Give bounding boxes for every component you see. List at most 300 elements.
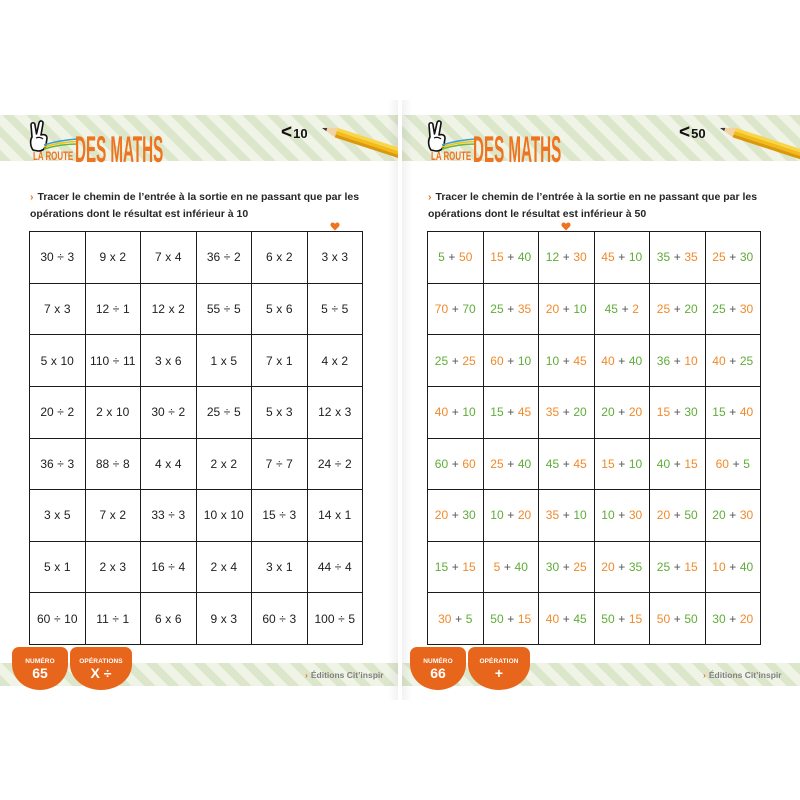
grid-cell xyxy=(86,593,141,644)
cell-operator: x xyxy=(168,301,175,316)
grid-cell xyxy=(539,335,594,386)
cell-operator: x xyxy=(276,560,283,575)
cell-operand: 30 xyxy=(739,508,754,523)
cell-operator: x xyxy=(220,353,227,368)
cell-operand: 33 xyxy=(151,508,165,523)
maze-grid xyxy=(29,231,363,645)
grid-cell xyxy=(86,542,141,593)
cell-operand: 3 xyxy=(230,611,238,626)
cell-operator: + xyxy=(618,405,626,420)
grid-cell xyxy=(30,232,85,283)
cell-operator: + xyxy=(729,301,737,316)
cell-operator: + xyxy=(673,508,681,523)
page-right xyxy=(402,0,800,800)
grid-cell xyxy=(197,335,252,386)
cell-operand: 5 xyxy=(348,611,355,626)
grid-cell xyxy=(595,542,650,593)
instruction xyxy=(428,189,757,223)
cell-operand: 5 xyxy=(230,353,238,368)
cell-operand: 7 xyxy=(99,508,107,523)
cell-operand: 10 xyxy=(712,560,726,575)
cell-operand: 7 xyxy=(265,456,273,471)
grid-cell xyxy=(595,439,650,490)
cell-operand: 15 xyxy=(262,508,276,523)
cell-operator: + xyxy=(729,405,737,420)
cell-operand: 10 xyxy=(684,353,698,368)
cell-operand: 3 xyxy=(265,560,273,575)
cell-operand: 20 xyxy=(601,560,615,575)
cell-operator: + xyxy=(618,250,626,265)
cell-operator: x xyxy=(276,405,283,420)
grid-cell xyxy=(650,439,705,490)
grid-cell xyxy=(706,542,761,593)
cell-operator: + xyxy=(507,301,515,316)
cell-operand: 7 xyxy=(43,301,51,316)
grid-cell xyxy=(484,387,539,438)
cell-operand: 20 xyxy=(545,301,560,316)
cell-operand: 12 xyxy=(151,301,165,316)
cell-operand: 44 xyxy=(317,560,332,575)
cell-operand: 25 xyxy=(434,353,449,368)
cell-operand: 1 xyxy=(63,560,71,575)
cell-operand: 5 xyxy=(438,250,445,265)
cell-operand: 2 xyxy=(233,250,241,265)
cell-operand: 5 xyxy=(233,405,241,420)
cell-operand: 35 xyxy=(545,508,560,523)
cell-operand: 1 xyxy=(122,301,130,316)
cell-operand: 9 xyxy=(99,250,107,265)
cell-operand: 30 xyxy=(545,560,560,575)
cell-operand: 5 xyxy=(43,560,51,575)
cell-operator: + xyxy=(562,508,570,523)
grid-cell xyxy=(252,284,307,335)
cell-operand: 12 xyxy=(318,405,332,420)
cell-operand: 35 xyxy=(684,250,698,265)
cell-operator: + xyxy=(673,456,681,471)
grid-cell xyxy=(595,335,650,386)
cell-operand: 9 xyxy=(210,611,218,626)
logo-title: DES MATHS xyxy=(473,129,562,170)
cell-operand: 5 xyxy=(493,560,501,575)
grid-cell xyxy=(428,284,483,335)
cell-operand: 3 xyxy=(344,405,352,420)
cell-operand: 70 xyxy=(462,301,476,316)
grid-cell xyxy=(484,490,539,541)
cell-operand: 4 xyxy=(174,250,182,265)
cell-operand: 2 xyxy=(210,456,218,471)
cell-operand: 40 xyxy=(656,456,671,471)
grid-cell xyxy=(141,542,196,593)
grid-cell xyxy=(141,593,196,644)
cell-operand: 60 xyxy=(715,456,729,471)
instruction-line-1 xyxy=(30,189,359,206)
cell-operand: 30 xyxy=(739,250,754,265)
cell-operand: 45 xyxy=(573,611,587,626)
cell-operator: ÷ xyxy=(112,456,120,471)
cell-operator: x xyxy=(54,301,61,316)
cell-operand: 6 xyxy=(154,611,162,626)
grid-cell xyxy=(706,232,761,283)
cell-operand: 10 xyxy=(573,508,587,523)
grid-cell xyxy=(428,335,483,386)
cell-operand: 40 xyxy=(712,353,726,368)
cell-operand: 36 xyxy=(40,456,54,471)
grid-cell xyxy=(252,542,307,593)
cell-operand: 5 xyxy=(233,301,241,316)
cell-operand: 45 xyxy=(545,456,560,471)
cell-operand: 3 xyxy=(154,353,162,368)
cell-operand: 15 xyxy=(684,456,698,471)
instruction xyxy=(30,189,359,223)
grid-cell xyxy=(706,335,761,386)
cell-operand: 50 xyxy=(459,250,473,265)
cell-operator: ÷ xyxy=(275,456,283,471)
cell-operator: x xyxy=(54,508,61,523)
pencil-icon xyxy=(318,118,398,164)
cell-operand: 2 xyxy=(67,405,75,420)
cell-operator: x xyxy=(335,405,342,420)
grid-cell xyxy=(595,232,650,283)
cell-operator: + xyxy=(729,353,737,368)
grid-cell xyxy=(141,232,196,283)
cell-operator: + xyxy=(455,611,463,626)
target-threshold xyxy=(281,123,308,144)
number-tab xyxy=(12,647,68,690)
grid-cell xyxy=(30,542,85,593)
cell-operand: 2 xyxy=(344,456,352,471)
cell-operator: + xyxy=(729,250,737,265)
cell-operand: 5 xyxy=(265,301,273,316)
grid-cell xyxy=(539,387,594,438)
cell-operand: 40 xyxy=(739,405,754,420)
grid-cell xyxy=(86,284,141,335)
cell-operand: 35 xyxy=(517,301,532,316)
publisher-credit xyxy=(305,670,384,680)
cell-operand: 20 xyxy=(573,405,587,420)
number-tab xyxy=(410,647,466,690)
cell-operand: 45 xyxy=(573,456,587,471)
grid-cell xyxy=(141,284,196,335)
cell-operator: ÷ xyxy=(57,405,64,420)
operations-label: OPÉRATIONS xyxy=(79,658,123,665)
cell-operand: 15 xyxy=(490,405,504,420)
cell-operator: x xyxy=(276,353,283,368)
cell-operand: 20 xyxy=(517,508,532,523)
cell-operand: 20 xyxy=(684,301,698,316)
cell-operand: 15 xyxy=(712,405,726,420)
grid-cell xyxy=(141,490,196,541)
cell-operator: + xyxy=(732,456,740,471)
cell-operator: x xyxy=(109,250,116,265)
operations-tab xyxy=(70,647,132,690)
grid-cell xyxy=(197,593,252,644)
cell-operand: 50 xyxy=(601,611,615,626)
cell-operand: 2 xyxy=(96,405,103,420)
page-content xyxy=(402,0,796,800)
entry-heart-icon xyxy=(561,222,571,231)
cell-operand: 40 xyxy=(517,250,532,265)
cell-operator: x xyxy=(335,508,342,523)
instruction-line-1 xyxy=(428,189,757,206)
grid-cell xyxy=(650,284,705,335)
grid-cell xyxy=(595,593,650,644)
grid-cell xyxy=(706,593,761,644)
grid-cell xyxy=(650,490,705,541)
cell-operand: 3 xyxy=(43,508,51,523)
grid-cell xyxy=(197,439,252,490)
cell-operand: 70 xyxy=(434,301,449,316)
cell-operand: 30 xyxy=(462,508,476,523)
logo-small-text: LA ROUTE xyxy=(431,149,472,163)
cell-operand: 100 xyxy=(314,611,335,626)
grid-cell xyxy=(539,284,594,335)
cell-operand: 10 xyxy=(64,611,78,626)
cell-operand: 1 xyxy=(285,353,293,368)
cell-operand: 36 xyxy=(206,250,221,265)
cell-operand: 12 xyxy=(545,250,560,265)
cell-operand: 30 xyxy=(628,508,643,523)
cell-operator: ÷ xyxy=(338,611,345,626)
cell-operand: 3 xyxy=(289,611,297,626)
maze-grid xyxy=(427,231,761,645)
grid-cell xyxy=(86,490,141,541)
cell-operand: 25 xyxy=(712,301,726,316)
cell-operator: + xyxy=(451,560,459,575)
cell-operand: 10 xyxy=(573,301,587,316)
instruction-line-2: opérations dont le résultat est inférieur à 50 xyxy=(428,208,647,220)
cell-operator: ÷ xyxy=(112,611,119,626)
cell-operator: x xyxy=(165,353,172,368)
cell-operand: 40 xyxy=(545,611,560,626)
cell-operand: 15 xyxy=(462,560,476,575)
cell-operator: x xyxy=(50,353,57,368)
cell-operator: + xyxy=(448,250,456,265)
cell-operator: x xyxy=(220,508,227,523)
cell-operand: 7 xyxy=(265,353,273,368)
grid-cell xyxy=(197,232,252,283)
cell-operator: ÷ xyxy=(334,456,342,471)
grid-cell xyxy=(706,387,761,438)
cell-operand: 25 xyxy=(462,353,476,368)
cell-operand: 4 xyxy=(344,560,352,575)
cell-operand: 10 xyxy=(628,456,643,471)
cell-operator: x xyxy=(54,560,61,575)
target-threshold xyxy=(679,123,706,144)
cell-operand: 40 xyxy=(514,560,528,575)
cell-operand: 5 xyxy=(743,456,750,471)
cell-operator: + xyxy=(507,250,515,265)
cell-operand: 45 xyxy=(604,301,618,316)
grid-cell xyxy=(595,284,650,335)
cell-operand: 30 xyxy=(739,301,754,316)
cell-operand: 12 xyxy=(95,301,110,316)
cell-operand: 2 xyxy=(341,353,349,368)
cell-operator: + xyxy=(673,353,681,368)
cell-operand: 60 xyxy=(262,611,276,626)
cell-operator: + xyxy=(621,301,629,316)
grid-cell xyxy=(252,232,307,283)
cell-operand: 10 xyxy=(462,405,476,420)
cell-operator: + xyxy=(729,611,737,626)
cell-operand: 6 xyxy=(174,611,182,626)
cell-operand: 2 xyxy=(178,301,185,316)
cell-operand: 40 xyxy=(628,353,643,368)
cell-operator: x xyxy=(220,456,227,471)
cell-operator: x xyxy=(331,353,338,368)
cell-operand: 3 xyxy=(321,250,329,265)
cell-operand: 10 xyxy=(601,508,615,523)
cell-operand: 35 xyxy=(628,560,643,575)
cell-operand: 50 xyxy=(656,611,671,626)
cell-operator: + xyxy=(562,456,570,471)
instruction-bullet: › xyxy=(30,191,34,203)
exercise-number: 65 xyxy=(32,665,48,681)
cell-operator: + xyxy=(562,353,570,368)
cell-operator: ÷ xyxy=(279,611,286,626)
grid-cell xyxy=(252,490,307,541)
cell-operand: 40 xyxy=(601,353,615,368)
grid-cell xyxy=(428,387,483,438)
cell-operator: ÷ xyxy=(223,405,231,420)
grid-cell xyxy=(252,593,307,644)
cell-operand: 45 xyxy=(573,353,587,368)
cell-operator: + xyxy=(451,301,459,316)
cell-operand: 4 xyxy=(154,456,162,471)
grid-cell xyxy=(428,439,483,490)
cell-operator: + xyxy=(673,611,681,626)
cell-operator: x xyxy=(106,405,113,420)
credit-text: Éditions Cit’inspir xyxy=(708,670,782,680)
cell-operand: 30 xyxy=(151,405,165,420)
cell-operator: + xyxy=(507,456,515,471)
grid-cell xyxy=(86,335,141,386)
credit-bullet: › xyxy=(305,670,308,680)
cell-operator: + xyxy=(507,353,515,368)
cell-operand: 5 xyxy=(321,301,328,316)
cell-operator: ÷ xyxy=(168,405,175,420)
grid-cell xyxy=(308,232,363,283)
cell-operator: x xyxy=(276,301,283,316)
cell-operand: 15 xyxy=(490,250,504,265)
target-value: 10 xyxy=(293,126,308,141)
grid-cell xyxy=(650,542,705,593)
cell-operator: x xyxy=(165,250,172,265)
cell-operand: 15 xyxy=(601,456,615,471)
cell-operand: 10 xyxy=(230,508,244,523)
cell-operator: + xyxy=(673,250,681,265)
cell-operand: 30 xyxy=(573,250,587,265)
cell-operator: ÷ xyxy=(331,301,339,316)
cell-operand: 4 xyxy=(321,353,329,368)
operations-symbols: + xyxy=(494,665,504,681)
cell-operand: 30 xyxy=(684,405,698,420)
cell-operator: + xyxy=(451,456,459,471)
cell-operator: + xyxy=(507,405,515,420)
cell-operand: 2 xyxy=(230,456,238,471)
entry-heart-icon xyxy=(330,222,340,231)
target-value: 50 xyxy=(691,126,706,141)
grid-cell xyxy=(539,439,594,490)
logo-title: DES MATHS xyxy=(75,129,164,170)
cell-operand: 25 xyxy=(712,250,726,265)
pencil-icon xyxy=(716,118,800,164)
grid-cell xyxy=(706,490,761,541)
cell-operand: 20 xyxy=(656,508,671,523)
grid-cell xyxy=(706,439,761,490)
cell-operand: 5 xyxy=(63,508,71,523)
cell-operand: 50 xyxy=(684,508,698,523)
grid-cell xyxy=(141,387,196,438)
cell-operand: 30 xyxy=(40,250,54,265)
grid-cell xyxy=(197,284,252,335)
cell-operand: 10 xyxy=(545,353,560,368)
grid-cell xyxy=(308,335,363,386)
cell-operator: x xyxy=(109,560,116,575)
cell-operator: x xyxy=(109,508,116,523)
cell-operator: x xyxy=(220,611,227,626)
number-label: NUMÉRO xyxy=(25,658,55,665)
cell-operand: 2 xyxy=(119,250,127,265)
cell-operator: ÷ xyxy=(168,560,175,575)
cell-operator: x xyxy=(220,560,227,575)
cell-operand: 40 xyxy=(434,405,449,420)
cell-operand: 10 xyxy=(628,250,643,265)
cell-operand: 50 xyxy=(490,611,504,626)
cell-operand: 20 xyxy=(739,611,754,626)
grid-cell xyxy=(252,439,307,490)
cell-operand: 20 xyxy=(712,508,726,523)
cell-operand: 11 xyxy=(96,611,109,626)
grid-cell xyxy=(30,387,85,438)
publisher-credit xyxy=(703,670,782,680)
cell-operator: + xyxy=(673,405,681,420)
cell-operand: 36 xyxy=(656,353,671,368)
number-label: NUMÉRO xyxy=(423,658,453,665)
cell-operator: + xyxy=(618,611,626,626)
instruction-line-2: opérations dont le résultat est inférieur à 10 xyxy=(30,208,249,220)
cell-operand: 10 xyxy=(60,353,74,368)
cell-operand: 45 xyxy=(601,250,615,265)
grid-cell xyxy=(308,542,363,593)
cell-operand: 1 xyxy=(344,508,352,523)
cell-operand: 20 xyxy=(40,405,54,420)
grid-cell xyxy=(650,335,705,386)
logo-small-text: LA ROUTE xyxy=(33,149,74,163)
cell-operator: + xyxy=(618,508,626,523)
grid-cell xyxy=(30,284,85,335)
cell-operand: 11 xyxy=(122,353,136,368)
operations-symbols: X ÷ xyxy=(90,665,112,681)
cell-operand: 40 xyxy=(517,456,532,471)
cell-operand: 40 xyxy=(739,560,754,575)
cell-operand: 30 xyxy=(712,611,726,626)
cell-operator: + xyxy=(562,611,570,626)
grid-cell xyxy=(484,593,539,644)
grid-cell xyxy=(30,490,85,541)
cell-operator: + xyxy=(451,508,459,523)
cell-operand: 45 xyxy=(517,405,532,420)
grid-cell xyxy=(539,593,594,644)
cell-operand: 55 xyxy=(206,301,221,316)
cell-operand: 2 xyxy=(632,301,639,316)
cell-operand: 15 xyxy=(656,405,671,420)
cell-operand: 3 xyxy=(119,560,127,575)
cell-operand: 2 xyxy=(178,405,186,420)
cell-operand: 10 xyxy=(517,353,532,368)
cell-operator: ÷ xyxy=(112,301,120,316)
grid-cell xyxy=(30,439,85,490)
target-symbol: < xyxy=(679,122,691,143)
